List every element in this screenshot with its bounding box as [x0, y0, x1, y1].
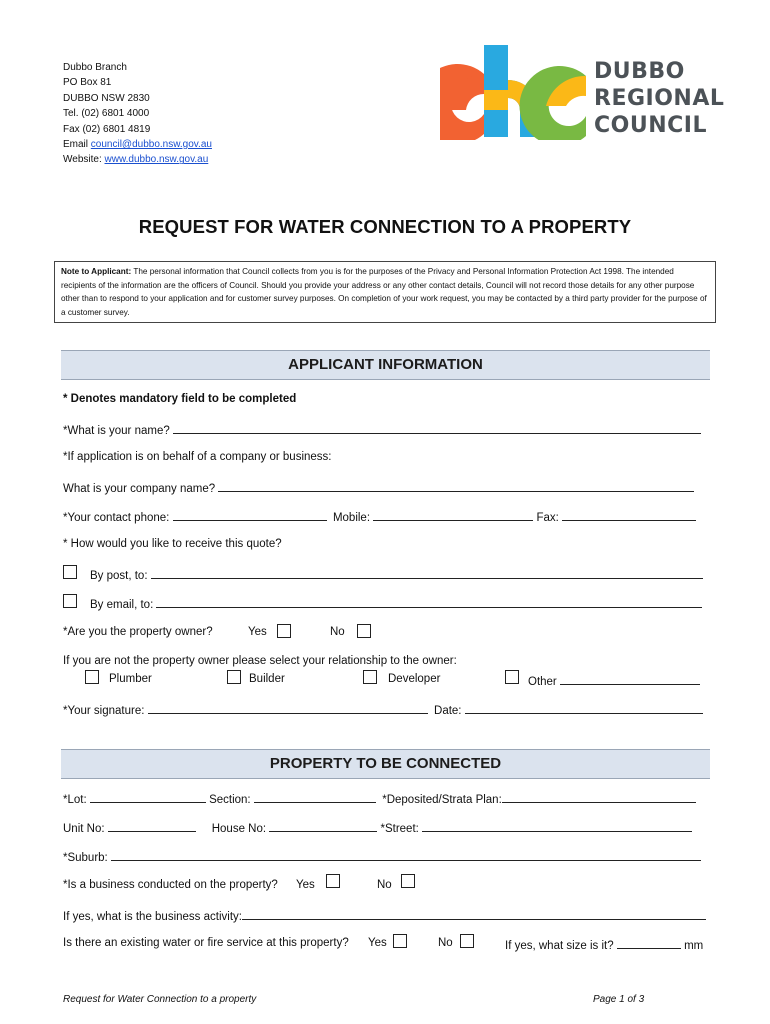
form-title: REQUEST FOR WATER CONNECTION TO A PROPERTY: [138, 216, 632, 237]
mobile-label: Mobile:: [332, 512, 371, 524]
po-box: PO Box 81: [63, 77, 112, 89]
business-activity-row: [63, 908, 706, 923]
owner-question: *Are you the property owner?: [63, 626, 213, 638]
service-no-checkbox[interactable]: [460, 934, 474, 948]
company-label: What is your company name?: [63, 483, 216, 495]
email-label: Email: [63, 139, 91, 151]
size-row: [505, 937, 703, 952]
company-row: [63, 480, 694, 495]
branch-name: Dubbo Branch: [63, 62, 127, 73]
signature-label: *Your signature:: [63, 705, 145, 717]
unit-label: Unit No:: [63, 823, 105, 835]
street-field[interactable]: [422, 820, 692, 832]
service-yes-checkbox[interactable]: [393, 934, 407, 948]
other-label: Other: [528, 676, 557, 688]
quote-question: * How would you like to receive this quote?: [63, 538, 282, 550]
service-no-label: No: [438, 937, 453, 949]
email-address-field[interactable]: [156, 596, 702, 608]
brand-line-1: DUBBO: [594, 59, 685, 84]
other-checkbox[interactable]: [505, 670, 519, 684]
builder-label: Builder: [249, 673, 285, 685]
by-email-label: By email, to:: [90, 599, 154, 611]
unit-row: [63, 820, 692, 835]
developer-checkbox[interactable]: [363, 670, 377, 684]
house-label: House No:: [211, 823, 267, 835]
website-link[interactable]: www.dubbo.nsw.gov.au: [104, 154, 209, 166]
plumber-checkbox[interactable]: [85, 670, 99, 684]
fax-label: Fax:: [536, 512, 559, 524]
unit-field[interactable]: [108, 820, 196, 832]
behalf-label: *If application is on behalf of a company or business:: [63, 451, 332, 463]
lot-label: *Lot:: [63, 794, 87, 806]
page-number: Page 1 of 3: [593, 994, 645, 1005]
date-field[interactable]: [465, 702, 703, 714]
deposited-label: *Deposited/Strata Plan:: [382, 794, 502, 806]
owner-no-label: No: [330, 626, 345, 638]
builder-checkbox[interactable]: [227, 670, 241, 684]
post-row: [90, 567, 703, 582]
developer-label: Developer: [388, 673, 441, 685]
brand-line-2: REGIONAL: [594, 86, 725, 111]
street-label: *Street:: [380, 823, 419, 835]
website-label: Website:: [63, 154, 105, 166]
post-address-field[interactable]: [151, 567, 703, 579]
council-logo-icon: [440, 40, 590, 140]
phone-field[interactable]: [173, 509, 327, 521]
suburb-row: [63, 849, 701, 864]
owner-yes-checkbox[interactable]: [277, 624, 291, 638]
deposited-field[interactable]: [502, 791, 696, 803]
other-row: [528, 673, 700, 688]
business-activity-label: If yes, what is the business activity:: [63, 911, 242, 923]
email-link[interactable]: council@dubbo.nsw.gov.au: [90, 139, 212, 151]
section-label: Section:: [209, 794, 251, 806]
size-label: If yes, what size is it?: [505, 940, 614, 952]
note-text: The personal information that Council collects from you is for the purposes of the Privacy and Personal Information Protection Act 1998. The intended recipients of the information are the officers of Council. Should you provide your address or any other contact details, Council will not record those details for any other purpose other than to respond to your application and for customer survey purposes. On completion of your work request, you may be contacted by a third party provider for the purpose of a customer survey.: [61, 267, 707, 317]
privacy-note: [54, 261, 716, 323]
date-label: Date:: [434, 705, 462, 717]
name-row: [63, 422, 701, 437]
house-field[interactable]: [269, 820, 377, 832]
other-field[interactable]: [560, 673, 700, 685]
lot-row: [63, 791, 696, 806]
mobile-field[interactable]: [373, 509, 533, 521]
business-yes-label: Yes: [296, 879, 315, 891]
contact-row: [63, 509, 696, 524]
name-field[interactable]: [173, 422, 701, 434]
council-address: [63, 60, 212, 168]
section-field[interactable]: [254, 791, 376, 803]
existing-service-question: Is there an existing water or fire service at this property?: [63, 937, 349, 949]
by-post-checkbox[interactable]: [63, 565, 77, 579]
plumber-label: Plumber: [109, 673, 152, 685]
suburb-label: *Suburb:: [63, 852, 108, 864]
by-email-checkbox[interactable]: [63, 594, 77, 608]
footer-title: Request for Water Connection to a property: [63, 994, 257, 1005]
mandatory-note: * Denotes mandatory field to be completed: [63, 393, 297, 405]
name-label: *What is your name?: [63, 425, 170, 437]
telephone: Tel. (02) 6801 4000: [63, 108, 150, 120]
website-line: [63, 152, 212, 167]
fax-field[interactable]: [562, 509, 696, 521]
owner-yes-label: Yes: [248, 626, 267, 638]
property-section-heading: PROPERTY TO BE CONNECTED: [61, 749, 710, 779]
email-line: [63, 137, 212, 152]
business-yes-checkbox[interactable]: [326, 874, 340, 888]
applicant-section-heading: APPLICANT INFORMATION: [61, 350, 710, 380]
service-yes-label: Yes: [368, 937, 387, 949]
suburb-field[interactable]: [111, 849, 701, 861]
business-no-checkbox[interactable]: [401, 874, 415, 888]
by-post-label: By post, to:: [90, 570, 148, 582]
note-label: Note to Applicant:: [61, 267, 132, 276]
relationship-question: If you are not the property owner please select your relationship to the owner:: [63, 655, 457, 667]
lot-field[interactable]: [90, 791, 206, 803]
city-line: DUBBO NSW 2830: [63, 92, 150, 104]
owner-no-checkbox[interactable]: [357, 624, 371, 638]
email-row: [90, 596, 702, 611]
brand-line-3: COUNCIL: [594, 113, 707, 138]
fax-number: Fax (02) 6801 4819: [63, 123, 151, 135]
business-no-label: No: [377, 879, 392, 891]
phone-label: *Your contact phone:: [63, 512, 170, 524]
business-question: *Is a business conducted on the property?: [63, 879, 278, 891]
signature-row: [63, 702, 703, 717]
size-field[interactable]: [617, 937, 681, 949]
council-name: [594, 58, 724, 139]
signature-field[interactable]: [148, 702, 428, 714]
mm-label: mm: [684, 940, 704, 952]
company-field[interactable]: [218, 480, 694, 492]
business-activity-field[interactable]: [242, 908, 706, 920]
